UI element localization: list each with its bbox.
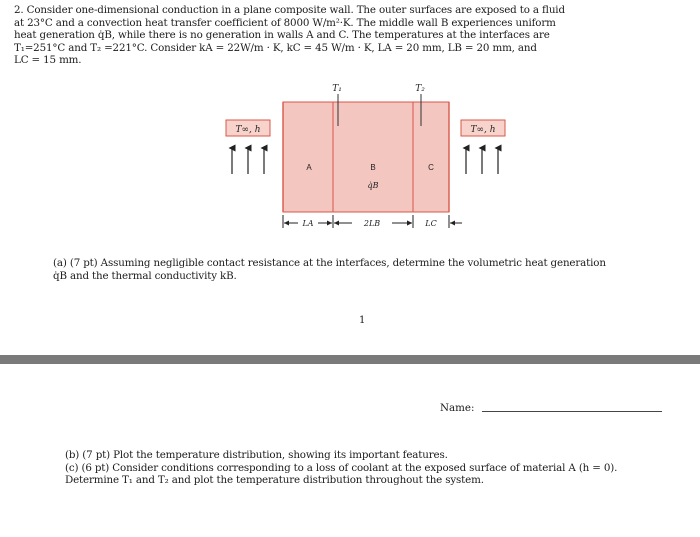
problem-line: heat generation q̇B, while there is no generation in walls A and C. The temperatures at the interfaces are xyxy=(14,29,550,42)
problem-line: 2. Consider one-dimensional conduction in a plane composite wall. The outer surfaces are exposed to a fluid xyxy=(14,4,565,16)
t1-label: T₁ xyxy=(332,84,342,94)
t2-label: T₂ xyxy=(415,84,425,94)
name-label: Name: xyxy=(440,402,475,414)
part-c-line: Determine T₁ and T₂ and plot the temperature distribution throughout the system. xyxy=(65,474,484,487)
left-fluid-label: T∞, h xyxy=(235,125,261,135)
page-number: 1 xyxy=(359,315,366,326)
composite-wall-figure xyxy=(0,82,700,242)
dim-lc-label: LC xyxy=(425,219,437,228)
generation-label: q̇B xyxy=(367,181,379,190)
wall-b xyxy=(333,102,413,212)
wall-c xyxy=(413,102,449,212)
wall-c-label: C xyxy=(428,163,434,172)
wall-a-label: A xyxy=(306,163,312,172)
problem-line: T₁=251°C and T₂ =221°C. Consider kA = 22W/m · K, kC = 45 W/m · K, LA = 20 mm, LB = 20 mm, and xyxy=(14,41,537,54)
parts-bc-questions xyxy=(65,449,617,487)
part-a-question xyxy=(53,257,606,282)
dim-lb-label: 2LB xyxy=(363,219,381,228)
name-input-line[interactable] xyxy=(482,411,662,412)
problem-line: at 23°C and a convection heat transfer coefficient of 8000 W/m²·K. The middle wall B experiences uniform xyxy=(14,16,556,29)
right-fluid-label: T∞, h xyxy=(470,125,496,135)
part-b-line: (b) (7 pt) Plot the temperature distribution, showing its important features. xyxy=(65,449,448,461)
problem-line: LC = 15 mm. xyxy=(14,54,82,67)
part-a-line: (a) (7 pt) Assuming negligible contact resistance at the interfaces, determine the volumetric heat generation xyxy=(53,257,606,269)
dim-la-label: LA xyxy=(302,219,314,228)
page-divider xyxy=(0,355,700,364)
right-flow-arrows xyxy=(466,148,498,174)
part-c-line: (c) (6 pt) Consider conditions corresponding to a loss of coolant at the exposed surface of material A (h = 0). xyxy=(65,461,618,474)
left-flow-arrows xyxy=(232,148,264,174)
part-a-line: q̇B and the thermal conductivity kB. xyxy=(53,269,237,282)
problem-statement xyxy=(14,4,686,67)
wall-b-label: B xyxy=(370,163,376,172)
wall-a xyxy=(283,102,333,212)
